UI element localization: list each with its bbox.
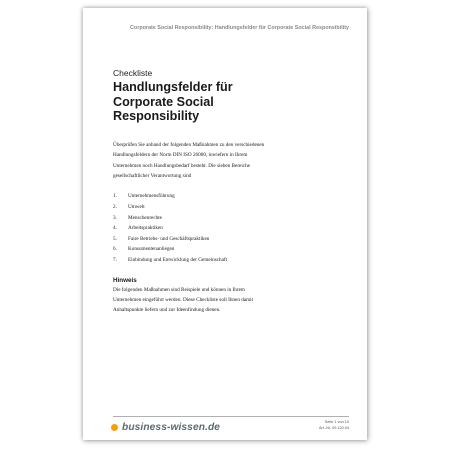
hinweis-line: Die folgenden Maßnahmen sind Beispiele und können in Ihrem [113,286,245,293]
list-item [113,202,349,213]
footer-meta [319,419,349,431]
hinweis-line: Anhaltspunkte liefern und zur Ideenfindung dienen. [113,307,221,314]
list-number: 4. [113,225,117,232]
list-number: 1. [113,193,117,200]
document-page [83,8,367,440]
title-line: Handlungsfelder für [113,80,233,94]
intro-line: Handlungsfeldern der Norm DIN ISO 26000, inwiefern in Ihrem [113,152,248,159]
responsibility-list [113,191,349,265]
hinweis-heading: Hinweis [113,276,137,284]
logo-text: business-wissen.de [122,422,221,433]
hinweis-line: Unternehmen eingeführt werden. Diese Checkliste soll Ihnen damit [113,296,254,303]
list-item [113,223,349,234]
list-text: Unternehmensführung [128,193,175,200]
document-label: Checkliste [113,68,153,78]
list-item [113,213,349,224]
list-item [113,234,349,245]
hinweis-paragraph [113,285,349,316]
intro-line: gesellschaftlicher Verantwortung sind [113,173,192,179]
list-item [113,244,349,255]
intro-line: Unternehmen noch Handlungsbedarf besteht. Die sieben Bereiche [113,162,250,169]
list-number: 6. [113,246,117,253]
list-number: 5. [113,235,117,242]
intro-line: Überprüfen Sie anhand der folgenden Maßnahmen zu den verschiedenen [113,141,265,148]
list-text: Umwelt [128,204,145,210]
list-text: Konsumentenanliegen [128,246,175,253]
article-number: Art.-Nr. 09.120.04 [319,426,349,430]
page-content [113,68,349,316]
page-number: Seite 1 von 10 [324,420,349,424]
list-text: Faire Betriebs- und Geschäftspraktiken [128,235,210,242]
list-text: Arbeitspraktiken [128,225,163,232]
list-item [113,191,349,202]
list-number: 7. [113,256,117,263]
list-number: 2. [113,204,117,210]
list-number: 3. [113,214,117,221]
business-wissen-logo [111,422,220,433]
logo-dot-icon [111,424,118,431]
list-item [113,255,349,266]
running-header: Corporate Social Responsibility: Handlungsfelder für Corporate Social Responsibility [130,25,349,31]
title-line: Responsibility [113,109,200,124]
list-text: Menschenrechte [128,214,162,221]
footer-divider [113,416,349,417]
title-line: Corporate Social [113,94,214,109]
page-title [113,80,349,124]
intro-paragraph [113,140,349,182]
list-text: Einbindung und Entwicklung der Gemeinschaft [128,256,228,263]
